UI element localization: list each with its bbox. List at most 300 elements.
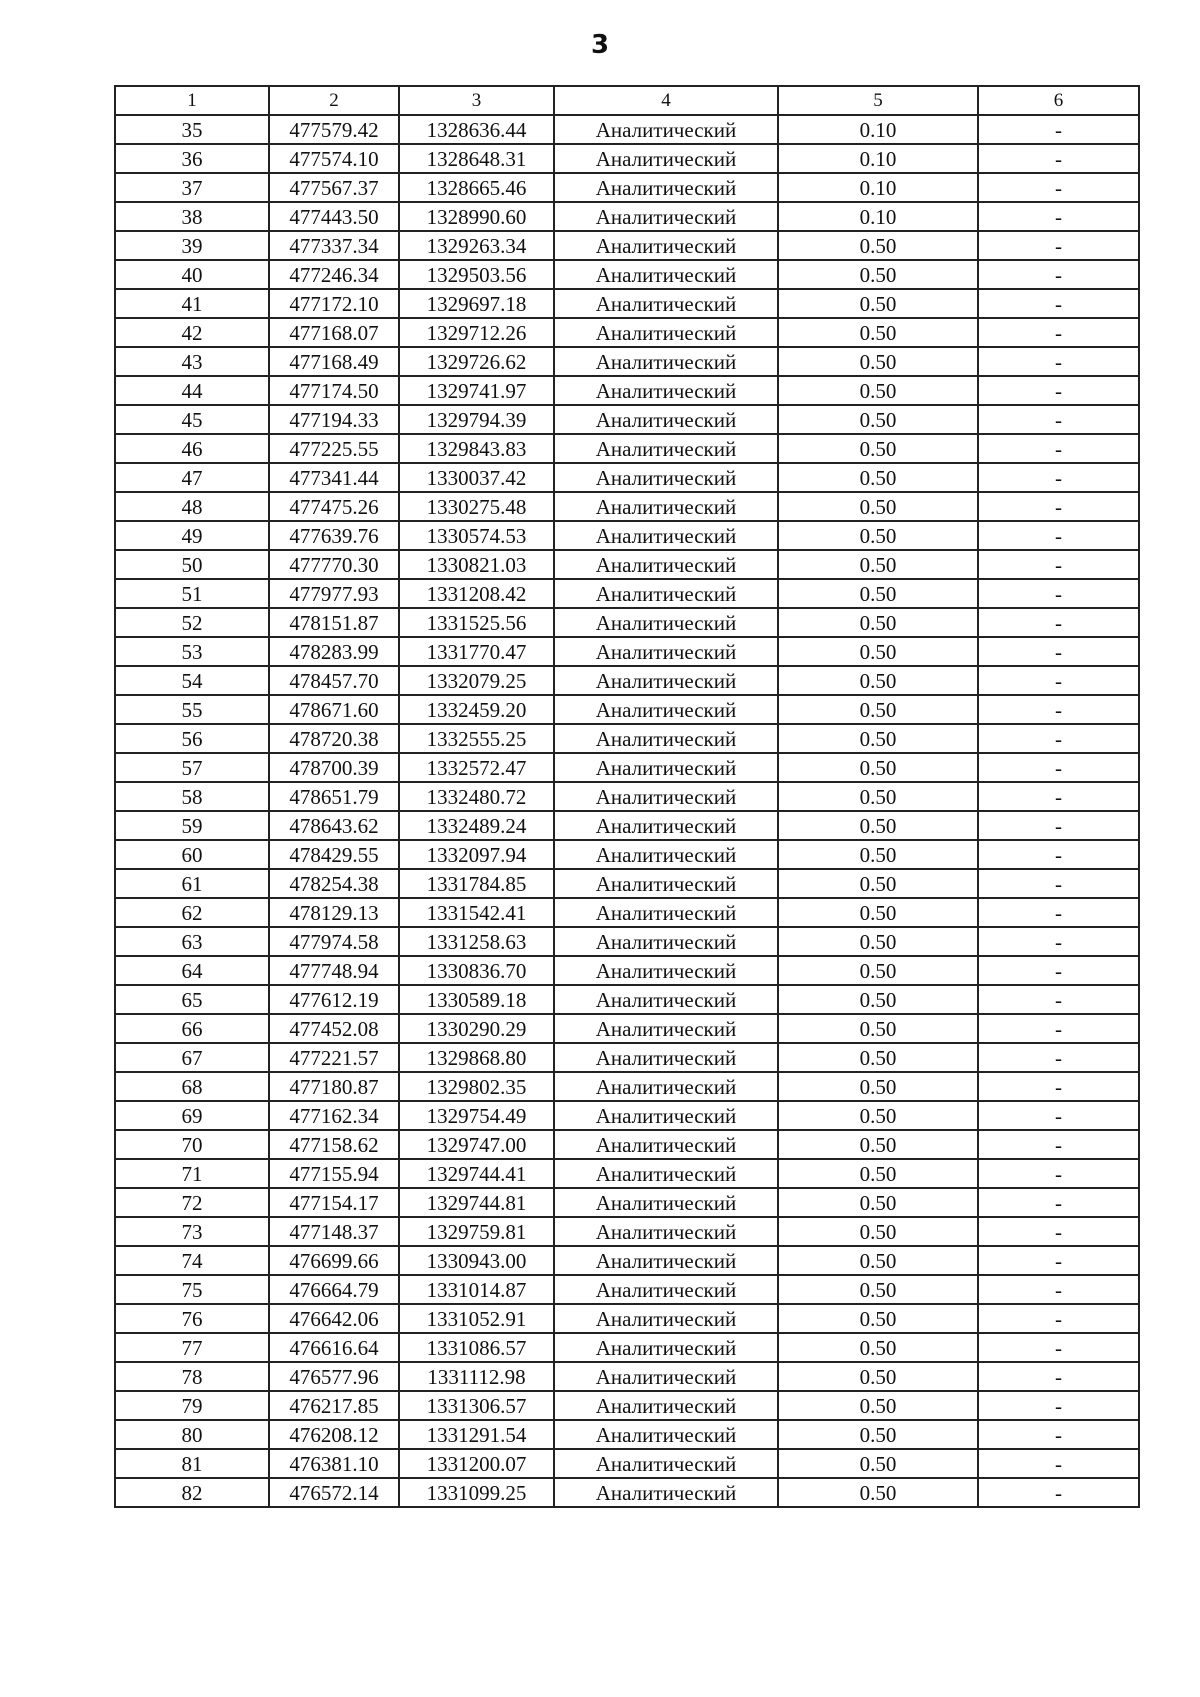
x-coordinate-cell: 478283.99 [269, 637, 399, 666]
method-cell: Аналитический [554, 521, 778, 550]
precision-cell: 0.50 [778, 898, 978, 927]
column-header-5: 5 [778, 86, 978, 115]
note-cell: - [978, 434, 1139, 463]
table-row [115, 115, 1139, 144]
x-coordinate-cell: 478643.62 [269, 811, 399, 840]
point-number-cell: 76 [115, 1304, 269, 1333]
note-cell: - [978, 1072, 1139, 1101]
point-number-cell: 51 [115, 579, 269, 608]
x-coordinate-cell: 477770.30 [269, 550, 399, 579]
point-number-cell: 80 [115, 1420, 269, 1449]
precision-cell: 0.50 [778, 347, 978, 376]
method-cell: Аналитический [554, 1420, 778, 1449]
y-coordinate-cell: 1329794.39 [399, 405, 554, 434]
table-row [115, 927, 1139, 956]
precision-cell: 0.50 [778, 1478, 978, 1507]
y-coordinate-cell: 1329503.56 [399, 260, 554, 289]
point-number-cell: 74 [115, 1246, 269, 1275]
point-number-cell: 50 [115, 550, 269, 579]
x-coordinate-cell: 476572.14 [269, 1478, 399, 1507]
x-coordinate-cell: 476577.96 [269, 1362, 399, 1391]
table-row [115, 1304, 1139, 1333]
x-coordinate-cell: 477162.34 [269, 1101, 399, 1130]
x-coordinate-cell: 477443.50 [269, 202, 399, 231]
x-coordinate-cell: 477974.58 [269, 927, 399, 956]
y-coordinate-cell: 1329697.18 [399, 289, 554, 318]
x-coordinate-cell: 477221.57 [269, 1043, 399, 1072]
table-row [115, 985, 1139, 1014]
precision-cell: 0.50 [778, 579, 978, 608]
y-coordinate-cell: 1332572.47 [399, 753, 554, 782]
method-cell: Аналитический [554, 115, 778, 144]
precision-cell: 0.50 [778, 318, 978, 347]
y-coordinate-cell: 1332555.25 [399, 724, 554, 753]
method-cell: Аналитический [554, 811, 778, 840]
method-cell: Аналитический [554, 985, 778, 1014]
method-cell: Аналитический [554, 260, 778, 289]
note-cell: - [978, 898, 1139, 927]
y-coordinate-cell: 1329843.83 [399, 434, 554, 463]
precision-cell: 0.50 [778, 550, 978, 579]
method-cell: Аналитический [554, 1304, 778, 1333]
method-cell: Аналитический [554, 1188, 778, 1217]
note-cell: - [978, 289, 1139, 318]
table-row [115, 550, 1139, 579]
table-row [115, 521, 1139, 550]
y-coordinate-cell: 1331052.91 [399, 1304, 554, 1333]
method-cell: Аналитический [554, 289, 778, 318]
method-cell: Аналитический [554, 1362, 778, 1391]
x-coordinate-cell: 478651.79 [269, 782, 399, 811]
table-row [115, 144, 1139, 173]
x-coordinate-cell: 478254.38 [269, 869, 399, 898]
note-cell: - [978, 1420, 1139, 1449]
table-row [115, 1420, 1139, 1449]
y-coordinate-cell: 1331099.25 [399, 1478, 554, 1507]
x-coordinate-cell: 476208.12 [269, 1420, 399, 1449]
x-coordinate-cell: 477148.37 [269, 1217, 399, 1246]
note-cell: - [978, 1478, 1139, 1507]
precision-cell: 0.50 [778, 1217, 978, 1246]
note-cell: - [978, 724, 1139, 753]
note-cell: - [978, 753, 1139, 782]
x-coordinate-cell: 477155.94 [269, 1159, 399, 1188]
precision-cell: 0.50 [778, 956, 978, 985]
column-header-3: 3 [399, 86, 554, 115]
point-number-cell: 37 [115, 173, 269, 202]
x-coordinate-cell: 477748.94 [269, 956, 399, 985]
x-coordinate-cell: 477612.19 [269, 985, 399, 1014]
method-cell: Аналитический [554, 318, 778, 347]
precision-cell: 0.50 [778, 666, 978, 695]
method-cell: Аналитический [554, 695, 778, 724]
y-coordinate-cell: 1332480.72 [399, 782, 554, 811]
column-header-6: 6 [978, 86, 1139, 115]
y-coordinate-cell: 1330821.03 [399, 550, 554, 579]
table-row [115, 434, 1139, 463]
table-row [115, 1072, 1139, 1101]
y-coordinate-cell: 1332459.20 [399, 695, 554, 724]
x-coordinate-cell: 477977.93 [269, 579, 399, 608]
y-coordinate-cell: 1328665.46 [399, 173, 554, 202]
point-number-cell: 52 [115, 608, 269, 637]
method-cell: Аналитический [554, 144, 778, 173]
x-coordinate-cell: 476217.85 [269, 1391, 399, 1420]
y-coordinate-cell: 1331525.56 [399, 608, 554, 637]
precision-cell: 0.50 [778, 1101, 978, 1130]
x-coordinate-cell: 476699.66 [269, 1246, 399, 1275]
precision-cell: 0.50 [778, 782, 978, 811]
note-cell: - [978, 318, 1139, 347]
note-cell: - [978, 956, 1139, 985]
table-row [115, 1275, 1139, 1304]
table-row [115, 1014, 1139, 1043]
precision-cell: 0.50 [778, 637, 978, 666]
method-cell: Аналитический [554, 724, 778, 753]
coordinates-table [114, 85, 1140, 1508]
table-row [115, 695, 1139, 724]
table-row [115, 666, 1139, 695]
x-coordinate-cell: 477174.50 [269, 376, 399, 405]
precision-cell: 0.50 [778, 1333, 978, 1362]
precision-cell: 0.50 [778, 492, 978, 521]
point-number-cell: 38 [115, 202, 269, 231]
note-cell: - [978, 1391, 1139, 1420]
point-number-cell: 64 [115, 956, 269, 985]
precision-cell: 0.50 [778, 1159, 978, 1188]
precision-cell: 0.10 [778, 144, 978, 173]
y-coordinate-cell: 1329726.62 [399, 347, 554, 376]
method-cell: Аналитический [554, 840, 778, 869]
point-number-cell: 67 [115, 1043, 269, 1072]
method-cell: Аналитический [554, 1449, 778, 1478]
y-coordinate-cell: 1329747.00 [399, 1130, 554, 1159]
table-row [115, 202, 1139, 231]
precision-cell: 0.50 [778, 376, 978, 405]
note-cell: - [978, 492, 1139, 521]
y-coordinate-cell: 1329754.49 [399, 1101, 554, 1130]
x-coordinate-cell: 477154.17 [269, 1188, 399, 1217]
point-number-cell: 44 [115, 376, 269, 405]
table-row [115, 289, 1139, 318]
y-coordinate-cell: 1331542.41 [399, 898, 554, 927]
table-header-row [115, 86, 1139, 115]
precision-cell: 0.50 [778, 1130, 978, 1159]
precision-cell: 0.50 [778, 463, 978, 492]
note-cell: - [978, 376, 1139, 405]
note-cell: - [978, 637, 1139, 666]
method-cell: Аналитический [554, 956, 778, 985]
precision-cell: 0.50 [778, 434, 978, 463]
point-number-cell: 66 [115, 1014, 269, 1043]
point-number-cell: 82 [115, 1478, 269, 1507]
method-cell: Аналитический [554, 173, 778, 202]
table-row [115, 869, 1139, 898]
method-cell: Аналитический [554, 434, 778, 463]
point-number-cell: 49 [115, 521, 269, 550]
point-number-cell: 36 [115, 144, 269, 173]
point-number-cell: 48 [115, 492, 269, 521]
table-row [115, 1333, 1139, 1362]
y-coordinate-cell: 1328990.60 [399, 202, 554, 231]
note-cell: - [978, 666, 1139, 695]
x-coordinate-cell: 477194.33 [269, 405, 399, 434]
y-coordinate-cell: 1331086.57 [399, 1333, 554, 1362]
method-cell: Аналитический [554, 898, 778, 927]
point-number-cell: 69 [115, 1101, 269, 1130]
y-coordinate-cell: 1331291.54 [399, 1420, 554, 1449]
point-number-cell: 73 [115, 1217, 269, 1246]
y-coordinate-cell: 1330836.70 [399, 956, 554, 985]
precision-cell: 0.50 [778, 1391, 978, 1420]
precision-cell: 0.50 [778, 1304, 978, 1333]
table-row [115, 1362, 1139, 1391]
column-header-4: 4 [554, 86, 778, 115]
note-cell: - [978, 1159, 1139, 1188]
y-coordinate-cell: 1330290.29 [399, 1014, 554, 1043]
point-number-cell: 55 [115, 695, 269, 724]
method-cell: Аналитический [554, 666, 778, 695]
table-row [115, 840, 1139, 869]
precision-cell: 0.50 [778, 1246, 978, 1275]
y-coordinate-cell: 1329759.81 [399, 1217, 554, 1246]
table-row [115, 1159, 1139, 1188]
table-row [115, 1478, 1139, 1507]
table-row [115, 724, 1139, 753]
precision-cell: 0.10 [778, 202, 978, 231]
x-coordinate-cell: 476381.10 [269, 1449, 399, 1478]
point-number-cell: 68 [115, 1072, 269, 1101]
note-cell: - [978, 579, 1139, 608]
precision-cell: 0.50 [778, 811, 978, 840]
y-coordinate-cell: 1331014.87 [399, 1275, 554, 1304]
precision-cell: 0.10 [778, 173, 978, 202]
x-coordinate-cell: 477225.55 [269, 434, 399, 463]
table-row [115, 376, 1139, 405]
point-number-cell: 65 [115, 985, 269, 1014]
y-coordinate-cell: 1330037.42 [399, 463, 554, 492]
point-number-cell: 75 [115, 1275, 269, 1304]
y-coordinate-cell: 1329744.41 [399, 1159, 554, 1188]
y-coordinate-cell: 1330574.53 [399, 521, 554, 550]
y-coordinate-cell: 1330275.48 [399, 492, 554, 521]
point-number-cell: 45 [115, 405, 269, 434]
x-coordinate-cell: 477639.76 [269, 521, 399, 550]
note-cell: - [978, 173, 1139, 202]
point-number-cell: 39 [115, 231, 269, 260]
precision-cell: 0.50 [778, 231, 978, 260]
method-cell: Аналитический [554, 782, 778, 811]
table-row [115, 579, 1139, 608]
point-number-cell: 72 [115, 1188, 269, 1217]
note-cell: - [978, 869, 1139, 898]
point-number-cell: 62 [115, 898, 269, 927]
x-coordinate-cell: 477341.44 [269, 463, 399, 492]
x-coordinate-cell: 478700.39 [269, 753, 399, 782]
x-coordinate-cell: 478720.38 [269, 724, 399, 753]
note-cell: - [978, 202, 1139, 231]
table-row [115, 1188, 1139, 1217]
point-number-cell: 63 [115, 927, 269, 956]
point-number-cell: 79 [115, 1391, 269, 1420]
point-number-cell: 59 [115, 811, 269, 840]
point-number-cell: 81 [115, 1449, 269, 1478]
table-row [115, 782, 1139, 811]
method-cell: Аналитический [554, 202, 778, 231]
y-coordinate-cell: 1329741.97 [399, 376, 554, 405]
method-cell: Аналитический [554, 753, 778, 782]
table-row [115, 608, 1139, 637]
note-cell: - [978, 1014, 1139, 1043]
method-cell: Аналитический [554, 1130, 778, 1159]
y-coordinate-cell: 1329868.80 [399, 1043, 554, 1072]
method-cell: Аналитический [554, 1246, 778, 1275]
note-cell: - [978, 927, 1139, 956]
method-cell: Аналитический [554, 1275, 778, 1304]
x-coordinate-cell: 478429.55 [269, 840, 399, 869]
note-cell: - [978, 1246, 1139, 1275]
precision-cell: 0.50 [778, 1072, 978, 1101]
method-cell: Аналитический [554, 1159, 778, 1188]
point-number-cell: 57 [115, 753, 269, 782]
x-coordinate-cell: 476642.06 [269, 1304, 399, 1333]
method-cell: Аналитический [554, 579, 778, 608]
precision-cell: 0.10 [778, 115, 978, 144]
x-coordinate-cell: 477337.34 [269, 231, 399, 260]
table-row [115, 753, 1139, 782]
table-row [115, 1217, 1139, 1246]
method-cell: Аналитический [554, 1043, 778, 1072]
note-cell: - [978, 811, 1139, 840]
precision-cell: 0.50 [778, 1449, 978, 1478]
table-row [115, 898, 1139, 927]
page-number: 3 [590, 30, 610, 60]
note-cell: - [978, 840, 1139, 869]
note-cell: - [978, 1449, 1139, 1478]
x-coordinate-cell: 477475.26 [269, 492, 399, 521]
note-cell: - [978, 782, 1139, 811]
column-header-1: 1 [115, 86, 269, 115]
x-coordinate-cell: 477579.42 [269, 115, 399, 144]
y-coordinate-cell: 1331784.85 [399, 869, 554, 898]
table-row [115, 1449, 1139, 1478]
method-cell: Аналитический [554, 1478, 778, 1507]
note-cell: - [978, 1333, 1139, 1362]
method-cell: Аналитический [554, 1072, 778, 1101]
x-coordinate-cell: 478151.87 [269, 608, 399, 637]
method-cell: Аналитический [554, 608, 778, 637]
method-cell: Аналитический [554, 376, 778, 405]
table-row [115, 1043, 1139, 1072]
note-cell: - [978, 1362, 1139, 1391]
y-coordinate-cell: 1329802.35 [399, 1072, 554, 1101]
note-cell: - [978, 1101, 1139, 1130]
note-cell: - [978, 405, 1139, 434]
table-row [115, 1246, 1139, 1275]
y-coordinate-cell: 1331306.57 [399, 1391, 554, 1420]
point-number-cell: 42 [115, 318, 269, 347]
x-coordinate-cell: 477180.87 [269, 1072, 399, 1101]
method-cell: Аналитический [554, 1217, 778, 1246]
point-number-cell: 53 [115, 637, 269, 666]
column-header-2: 2 [269, 86, 399, 115]
point-number-cell: 78 [115, 1362, 269, 1391]
note-cell: - [978, 115, 1139, 144]
note-cell: - [978, 463, 1139, 492]
x-coordinate-cell: 477158.62 [269, 1130, 399, 1159]
note-cell: - [978, 1043, 1139, 1072]
note-cell: - [978, 1304, 1139, 1333]
table-row [115, 811, 1139, 840]
point-number-cell: 43 [115, 347, 269, 376]
note-cell: - [978, 985, 1139, 1014]
note-cell: - [978, 695, 1139, 724]
x-coordinate-cell: 478457.70 [269, 666, 399, 695]
x-coordinate-cell: 476664.79 [269, 1275, 399, 1304]
note-cell: - [978, 608, 1139, 637]
x-coordinate-cell: 476616.64 [269, 1333, 399, 1362]
table-row [115, 463, 1139, 492]
x-coordinate-cell: 478671.60 [269, 695, 399, 724]
y-coordinate-cell: 1332489.24 [399, 811, 554, 840]
precision-cell: 0.50 [778, 1043, 978, 1072]
table-row [115, 956, 1139, 985]
note-cell: - [978, 260, 1139, 289]
method-cell: Аналитический [554, 869, 778, 898]
x-coordinate-cell: 477168.49 [269, 347, 399, 376]
y-coordinate-cell: 1332097.94 [399, 840, 554, 869]
precision-cell: 0.50 [778, 289, 978, 318]
method-cell: Аналитический [554, 1101, 778, 1130]
y-coordinate-cell: 1331112.98 [399, 1362, 554, 1391]
y-coordinate-cell: 1332079.25 [399, 666, 554, 695]
point-number-cell: 71 [115, 1159, 269, 1188]
point-number-cell: 70 [115, 1130, 269, 1159]
precision-cell: 0.50 [778, 753, 978, 782]
precision-cell: 0.50 [778, 869, 978, 898]
precision-cell: 0.50 [778, 608, 978, 637]
point-number-cell: 54 [115, 666, 269, 695]
y-coordinate-cell: 1329744.81 [399, 1188, 554, 1217]
x-coordinate-cell: 477246.34 [269, 260, 399, 289]
method-cell: Аналитический [554, 492, 778, 521]
x-coordinate-cell: 477172.10 [269, 289, 399, 318]
x-coordinate-cell: 477567.37 [269, 173, 399, 202]
table-row [115, 1101, 1139, 1130]
y-coordinate-cell: 1330589.18 [399, 985, 554, 1014]
table-row [115, 318, 1139, 347]
y-coordinate-cell: 1331208.42 [399, 579, 554, 608]
precision-cell: 0.50 [778, 985, 978, 1014]
table-row [115, 1391, 1139, 1420]
x-coordinate-cell: 477452.08 [269, 1014, 399, 1043]
point-number-cell: 58 [115, 782, 269, 811]
y-coordinate-cell: 1328636.44 [399, 115, 554, 144]
precision-cell: 0.50 [778, 1362, 978, 1391]
point-number-cell: 40 [115, 260, 269, 289]
y-coordinate-cell: 1329712.26 [399, 318, 554, 347]
method-cell: Аналитический [554, 463, 778, 492]
point-number-cell: 35 [115, 115, 269, 144]
method-cell: Аналитический [554, 1014, 778, 1043]
method-cell: Аналитический [554, 347, 778, 376]
y-coordinate-cell: 1331258.63 [399, 927, 554, 956]
table-row [115, 347, 1139, 376]
precision-cell: 0.50 [778, 521, 978, 550]
method-cell: Аналитический [554, 637, 778, 666]
note-cell: - [978, 1217, 1139, 1246]
precision-cell: 0.50 [778, 695, 978, 724]
